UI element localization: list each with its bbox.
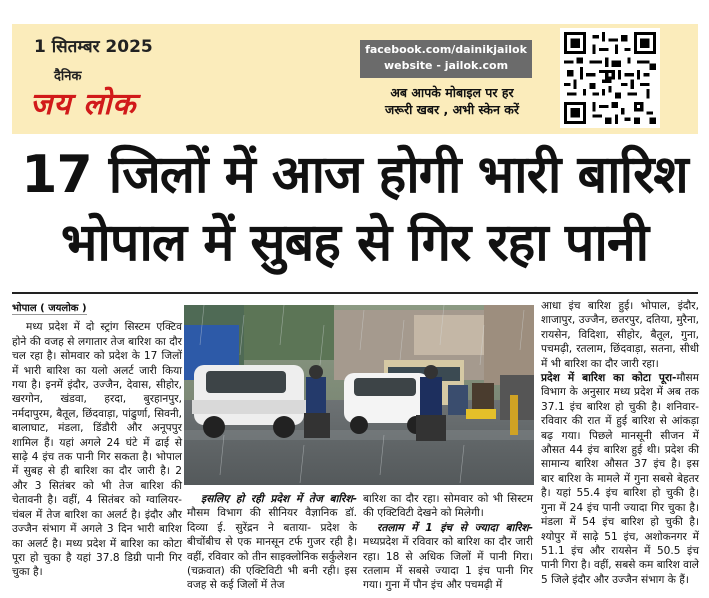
headline-line2: भोपाल में सुबह से गिर रहा पानी bbox=[60, 213, 649, 273]
scan-tagline bbox=[357, 84, 547, 118]
website-link[interactable]: website - jailok.com bbox=[383, 59, 509, 72]
article-column-1 bbox=[12, 302, 182, 580]
col3-text1: बारिश का दौर रहा। सोमवार को भी सिस्टम की एक्टिविटी देखने को मिलेगी। bbox=[363, 493, 533, 520]
headline-line1: 17 जिलों में आज होगी भारी बारिश bbox=[21, 145, 688, 205]
col4-subhead: प्रदेश में बारिश का कोटा पूरा- bbox=[541, 372, 677, 385]
col2-subhead: इसलिए हो रही प्रदेश में तेज बारिश- bbox=[201, 493, 357, 505]
masthead bbox=[12, 24, 698, 134]
col3-paragraph bbox=[363, 521, 533, 593]
col2-paragraph bbox=[187, 492, 357, 593]
qr-code-icon[interactable] bbox=[560, 28, 660, 128]
qr-code-graphic bbox=[564, 32, 656, 124]
logo-small-text: दैनिक bbox=[54, 69, 82, 84]
col3-text2: मध्यप्रदेश में रविवार को बारिश का दौर जारी रहा। 18 से अधिक जिलों में पानी गिरा। रतलाम में सबसे ज्यादा 1 इंच पानी गिर गया। गुना में पौन इंच और पचमढ़ी में bbox=[363, 536, 533, 592]
facebook-link[interactable]: facebook.com/dainikjailok bbox=[365, 43, 527, 56]
rain-photo bbox=[184, 305, 534, 485]
col4-text1: आधा इंच बारिश हुई। भोपाल, इंदौर, शाजापुर, उज्जैन, छतरपुर, दतिया, मुरैना, रायसेन, विदिशा, सीहोर, बैतूल, गुना, पचमढ़ी, रतलाम, छिंदवाड़ा, सतना, सीधी में भी बारिश का दौर जारी रहा। bbox=[541, 300, 699, 370]
logo-big-text: जय लोक bbox=[30, 87, 137, 122]
dateline bbox=[12, 302, 182, 316]
newspaper-logo bbox=[30, 66, 195, 126]
col4-text2: मौसम विभाग के अनुसार मध्य प्रदेश में अब तक 37.1 इंच बारिश हो चुकी है। शनिवार-रविवार की रात में हुई बारिश से आंकड़ा बढ़ गया। पिछले मानसूनी सीजन में औसत 44 इंच बारिश हुई थी। प्रदेश की सामान्य बारिश औसत 37 इंच है। इस बार बारिश के मामले में गुना सबसे बेहतर है। यहां 55.4 इंच बारिश हो चुकी है। गुना में 24 इंच पानी ज्यादा गिर चुका है। मंडला में 54 इंच बारिश हो चुकी है। श्योपुर में साढ़े 51 इंच, अशोकनगर में 51.1 इंच और रायसेन में 50.5 इंच पानी गिरा है। वहीं, सबसे कम बारिश वाले 5 जिले इंदौर और उज्जैन संभाग के हैं। bbox=[541, 372, 699, 586]
article-column-4 bbox=[541, 299, 699, 587]
article-column-3 bbox=[363, 492, 533, 593]
dateline-text: भोपाल ( जयलोक ) bbox=[12, 303, 87, 314]
col1-text: मध्य प्रदेश में दो स्ट्रांग सिस्टम एक्टिव होने की वजह से लगातार तेज बारिश का दौर चल रहा है। सोमवार को प्रदेश के 17 जिलों में भारी बारिश का यलो अलर्ट जारी किया गया है। इनमें इंदौर, उज्जैन, देवास, सीहोर, खरगोन, खंडवा, हरदा, बुरहानपुर, नर्मदापुरम, बैतूल, छिंदवाड़ा, पांढुर्णा, सिवनी, बालाघाट, मंडला, डिंडौरी और अनूपपुर शामिल हैं। यहां अगले 24 घंटे में ढाई से साढ़े 4 इंच तक पानी गिर सकता है। भोपाल में सुबह से ही बारिश का दौर जारी है। 2 और 3 सितंबर को भी तेज बारिश की चेतावनी है। वहीं, 4 सितंबर को ग्वालियर-चंबल में तेज बारिश का अलर्ट है। इंदौर और उज्जैन संभाग में अगले 3 दिन भारी बारिश का अलर्ट है। मध्य प्रदेश में बारिश का कोटा पूरा हो चुका है यहां 37.8 डिग्री पानी गिर चुका है। bbox=[12, 321, 182, 579]
headline-rule bbox=[12, 292, 698, 294]
col3-subhead: रतलाम में 1 इंच से ज्यादा बारिश- bbox=[377, 521, 533, 534]
tagline-line1: अब आपके मोबाइल पर हर bbox=[390, 85, 514, 100]
article-column-2 bbox=[187, 492, 357, 593]
issue-date: 1 सितम्बर 2025 bbox=[34, 37, 153, 57]
social-links-box bbox=[360, 40, 532, 78]
tagline-line2: जरूरी खबर , अभी स्केन करें bbox=[384, 102, 519, 117]
rain-street-image bbox=[184, 305, 534, 485]
col2-text: मौसम विभाग की सीनियर वैज्ञानिक डॉ. दिव्या ई. सुरेंद्रन ने बताया- प्रदेश के बीचोंबीच से एक मानसून टर्फ गुजर रही है। वहीं, रविवार को तीन साइक्लोनिक सर्कुलेशन (चक्रवात) की एक्टिविटी भी बनी रही। इस वजह से कई जिलों में तेज bbox=[187, 507, 357, 592]
col4-paragraph bbox=[541, 371, 699, 587]
